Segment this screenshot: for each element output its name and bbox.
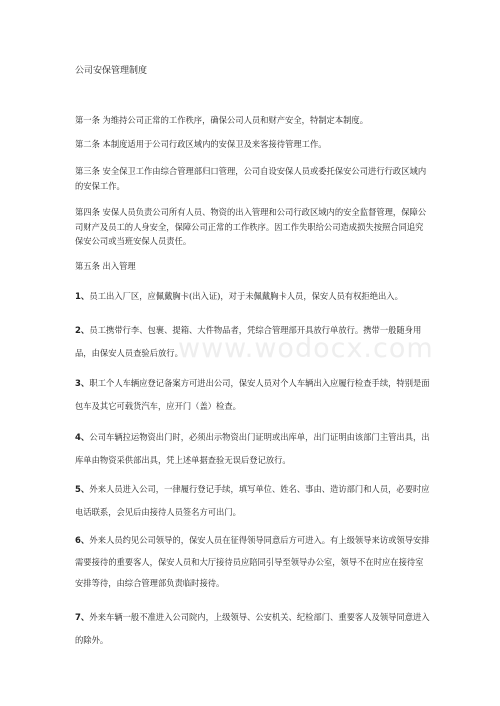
item-number: 3、 xyxy=(75,379,90,389)
item-number: 2、 xyxy=(75,326,90,336)
article-1: 第一条 为维持公司正常的工作秩序，确保公司人员和财产安全，特制定本制度。 xyxy=(75,115,369,125)
article-4: 第四条 安保人员负责公司所有人员、物资的出入管理和公司行政区域内的安全监督管理，保障公司财产及员工的人身安全，保障公司正常的工作秩序。因工作失职给公司造成损失按照合同追究保安公司或当班安保人员责任。 xyxy=(75,207,427,246)
item-number: 5、 xyxy=(75,485,90,495)
item-text: 职工个人车辆应登记备案方可进出公司，保安人员对个人车辆出入应履行检查手续，特别是面包车及其它可载货汽车，应开门（盖）检查。 xyxy=(75,378,430,411)
article-2: 第二条 本制度适用于公司行政区域内的安保卫及来客接待管理工作。 xyxy=(75,139,327,149)
list-item xyxy=(75,426,430,471)
list-item xyxy=(75,606,430,651)
article-3: 第三条 安全保卫工作由综合管理部归口管理，公司自设安保人员或委托保安公司进行行政区域内的安保工作。 xyxy=(75,166,427,191)
item-text: 员工携带行李、包裹、提箱、大件物品者，凭综合管理部开具放行单放行。携带一般随身用品，由保安人员查验后放行。 xyxy=(75,325,422,358)
article-5-heading: 第五条 出入管理 xyxy=(75,261,136,271)
item-number: 6、 xyxy=(75,536,90,546)
item-number: 7、 xyxy=(75,613,90,623)
item-text: 外来车辆一般不准进入公司院内，上级领导、公安机关、纪检部门、重要客人及领导同意进入的除外。 xyxy=(75,612,430,645)
list-item xyxy=(75,372,430,417)
item-text: 外来人员约见公司领导的，保安人员在征得领导同意后方可进入。有上级领导来访或领导安排需要接待的重要客人，保安人员和大厅接待员应陪同引导至领导办公室，领导不在时应在接待室安排等待，由综合管理部负责临时接待。 xyxy=(75,535,430,588)
item-text: 员工出入厂区，应佩戴胸卡(出入证)，对于未佩戴胸卡人员，保安人员有权拒绝出入。 xyxy=(89,291,403,301)
list-item xyxy=(75,319,430,364)
document-title: 公司安保管理制度 xyxy=(75,66,148,76)
list-item xyxy=(75,530,430,594)
item-text: 外来人员进入公司，一律履行登记手续，填写单位、姓名、事由、造访部门和人员，必要时应电话联系，会见后由接待人员签名方可出门。 xyxy=(75,484,430,517)
list-item xyxy=(75,478,430,523)
item-number: 4、 xyxy=(75,433,90,443)
item-text: 公司车辆拉运物资出门时，必须出示物资出门证明或出库单，出门证明由该部门主管出具，出库单由物资采供部出具，凭上述单据查验无误后登记放行。 xyxy=(75,432,430,465)
watermark: www.wodocx.com xyxy=(178,333,434,364)
item-number: 1、 xyxy=(75,292,90,302)
list-item xyxy=(75,285,430,308)
